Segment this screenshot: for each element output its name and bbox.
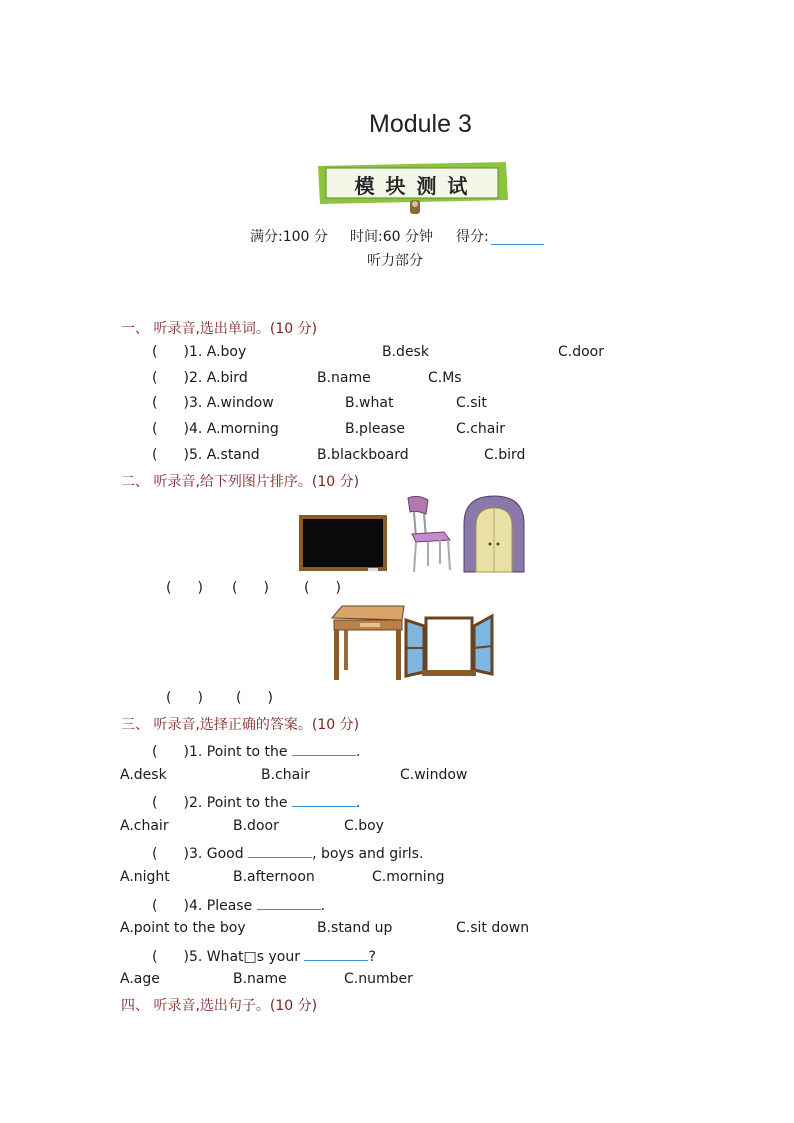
s2-answer-1[interactable]: ( ) bbox=[166, 580, 203, 596]
s1-option-b: B.what bbox=[345, 395, 394, 411]
s1-option-b: B.desk bbox=[382, 344, 429, 360]
s1-row-5: ( )5. A.stand bbox=[152, 447, 260, 463]
s2-answer-5[interactable]: ( ) bbox=[236, 690, 273, 706]
blackboard-icon bbox=[298, 514, 390, 574]
s3-question-5: ( )5. What□s your ? bbox=[152, 946, 376, 965]
s3-option-b: B.stand up bbox=[317, 920, 393, 936]
s2-answer-3[interactable]: ( ) bbox=[304, 580, 341, 596]
s3-option-b: B.door bbox=[233, 818, 279, 834]
s1-option-b: B.please bbox=[345, 421, 405, 437]
s3-question-1: ( )1. Point to the . bbox=[152, 741, 360, 760]
banner bbox=[314, 160, 510, 218]
s3-option-a: A.point to the boy bbox=[120, 920, 246, 936]
s3-question-2: ( )2. Point to the . bbox=[152, 792, 360, 811]
window-icon bbox=[404, 612, 494, 680]
s2-answer-4[interactable]: ( ) bbox=[166, 690, 203, 706]
s2-answer-2[interactable]: ( ) bbox=[232, 580, 269, 596]
answer-blank[interactable] bbox=[292, 741, 356, 756]
s3-option-a: A.age bbox=[120, 971, 160, 987]
s1-row-1: ( )1. A.boy bbox=[152, 344, 247, 360]
s1-option-c: C.bird bbox=[484, 447, 526, 463]
answer-blank[interactable] bbox=[304, 946, 368, 961]
s3-option-c: C.number bbox=[344, 971, 413, 987]
s3-option-c: C.morning bbox=[372, 869, 445, 885]
s1-row-3: ( )3. A.window bbox=[152, 395, 274, 411]
page-title: Module 3 bbox=[369, 110, 472, 138]
s1-row-2: ( )2. A.bird bbox=[152, 370, 248, 386]
answer-blank[interactable] bbox=[292, 792, 356, 807]
section-3-heading: 三、 听录音,选择正确的答案。(10 分) bbox=[121, 717, 360, 733]
s3-question-3: ( )3. Good , boys and girls. bbox=[152, 843, 423, 862]
desk-icon bbox=[330, 604, 406, 682]
s1-option-c: C.sit bbox=[456, 395, 487, 411]
score-label: 得分: bbox=[456, 229, 489, 245]
answer-blank[interactable] bbox=[248, 843, 312, 858]
time-limit: 时间:60 分钟 bbox=[350, 229, 433, 245]
s1-option-b: B.name bbox=[317, 370, 371, 386]
s1-option-c: C.Ms bbox=[428, 370, 462, 386]
s3-option-b: B.chair bbox=[261, 767, 310, 783]
score-blank[interactable] bbox=[491, 230, 544, 249]
section-2-heading: 二、 听录音,给下列图片排序。(10 分) bbox=[121, 474, 360, 490]
chair-icon bbox=[404, 494, 454, 574]
banner-text: 模 块 测 试 bbox=[354, 174, 470, 198]
answer-blank[interactable] bbox=[257, 895, 321, 910]
s3-option-c: C.window bbox=[400, 767, 468, 783]
part-label: 听力部分 bbox=[367, 253, 423, 269]
s1-option-c: C.door bbox=[558, 344, 604, 360]
section-1-heading: 一、 听录音,选出单词。(10 分) bbox=[121, 321, 318, 337]
s3-question-4: ( )4. Please . bbox=[152, 895, 325, 914]
full-score: 满分:100 分 bbox=[250, 229, 328, 245]
s1-option-c: C.chair bbox=[456, 421, 506, 437]
s1-row-4: ( )4. A.morning bbox=[152, 421, 279, 437]
s3-option-b: B.name bbox=[233, 971, 287, 987]
door-icon bbox=[462, 494, 526, 574]
s3-option-c: C.boy bbox=[344, 818, 384, 834]
s3-option-a: A.desk bbox=[120, 767, 167, 783]
section-4-heading: 四、 听录音,选出句子。(10 分) bbox=[121, 998, 318, 1014]
s1-option-b: B.blackboard bbox=[317, 447, 409, 463]
s3-option-a: A.night bbox=[120, 869, 170, 885]
s3-option-b: B.afternoon bbox=[233, 869, 315, 885]
s3-option-c: C.sit down bbox=[456, 920, 530, 936]
s3-option-a: A.chair bbox=[120, 818, 169, 834]
